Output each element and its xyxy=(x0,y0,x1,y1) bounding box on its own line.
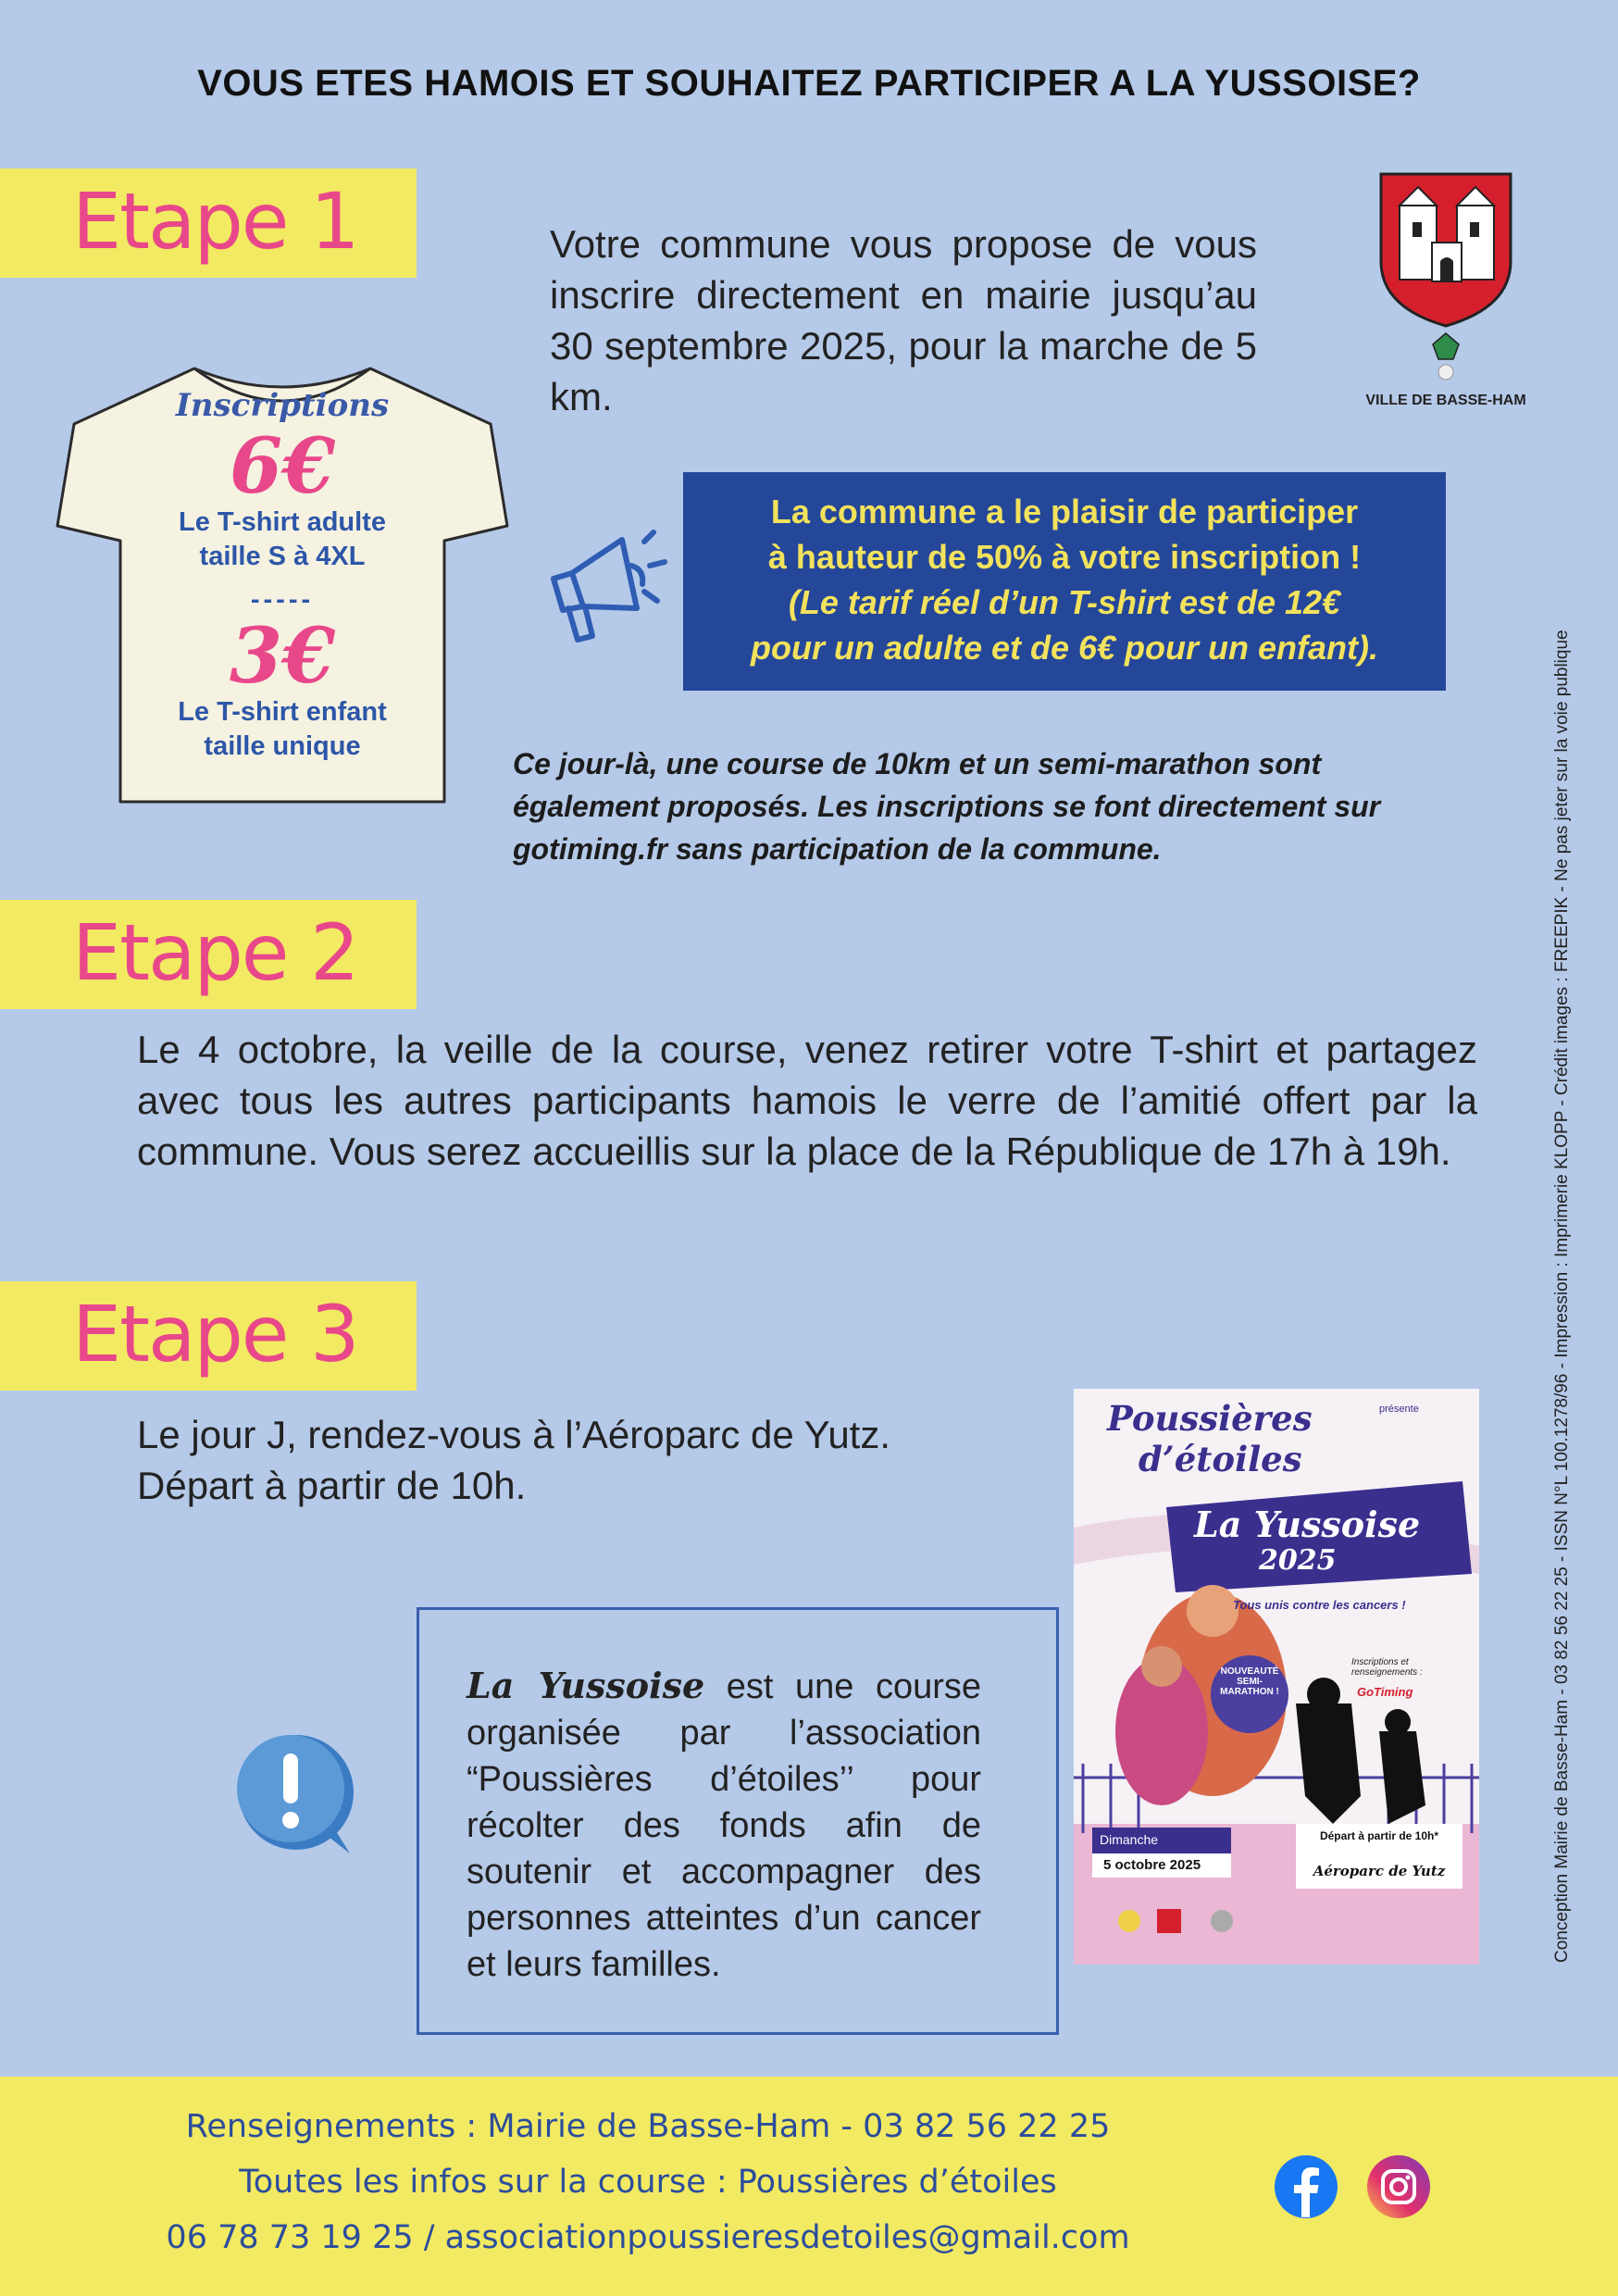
footer-race-info: Toutes les infos sur la course : Poussières d’étoiles xyxy=(239,2164,1057,2201)
info-text xyxy=(467,1663,981,1988)
poster-tagline: Tous unis contre les cancers ! xyxy=(1233,1598,1406,1612)
print-credit: Conception Mairie de Basse-Ham - 03 82 56 22 25 - ISSN N°L 100.1278/96 - Impression : Imprimerie KLOPP - Crédit images : FREEPIK - Ne pas jeter sur la voie publique xyxy=(1552,630,1572,1963)
info-description: est une course organisée par l’association “Poussières d’étoiles’’ pour récolter des fonds afin de soutenir et accompagner des personnes atteintes d’un cancer et leurs familles. xyxy=(467,1667,981,1984)
crest-caption: VILLE DE BASSE-HAM xyxy=(1365,393,1526,408)
step-1-label xyxy=(0,168,417,278)
exclamation-icon xyxy=(231,1731,361,1861)
poster-year: 2025 xyxy=(1259,1544,1337,1577)
step-2-description: Le 4 octobre, la veille de la course, venez retirer votre T-shirt et partagez avec tous les autres participants hamois le verre de l’amitié offert par la commune. Vous serez accueillis sur la place de la République de 17h à 19h. xyxy=(137,1028,1477,1173)
step-3-line-2: Départ à partir de 10h. xyxy=(137,1464,527,1507)
instagram-icon[interactable] xyxy=(1366,2154,1431,2219)
step-2-label xyxy=(0,900,417,1009)
crest-emblem xyxy=(1372,168,1520,381)
poster-title-2: d’étoiles xyxy=(1139,1439,1302,1479)
step-1-description: Votre commune vous propose de vous inscrire directement en mairie jusqu’au 30 septembre 2025, pour la marche de 5 km. xyxy=(550,222,1257,418)
race-name: La Yussoise xyxy=(467,1665,705,1706)
poster-start: Départ à partir de 10h* xyxy=(1319,1829,1439,1842)
step-1-text: Etape 1 xyxy=(72,176,358,267)
highlight-line-2: à hauteur de 50% à votre inscription ! xyxy=(767,538,1362,576)
poster-event: La Yussoise xyxy=(1194,1504,1421,1545)
town-crest xyxy=(1365,168,1526,408)
adult-desc-1: Le T-shirt adulte xyxy=(179,507,386,537)
step-2-text: Etape 2 xyxy=(72,907,358,998)
step-3-line-1: Le jour J, rendez-vous à l’Aéroparc de Yutz. xyxy=(137,1413,891,1456)
footer-association: 06 78 73 19 25 / associationpoussieresdetoiles@gmail.com xyxy=(166,2219,1130,2256)
step-3-text: Etape 3 xyxy=(72,1289,358,1379)
highlight-line-1: La commune a le plaisir de participer xyxy=(770,493,1359,530)
other-races-note: Ce jour-là, une course de 10km et un semi-marathon sont également proposés. Les inscriptions se font directement sur gotiming.fr sans participation de la commune. xyxy=(513,747,1381,866)
poster-title-1: Poussières xyxy=(1107,1398,1313,1439)
poster-day: Dimanche xyxy=(1100,1832,1159,1847)
highlight-line-3: (Le tarif réel d’un T-shirt est de 12€ xyxy=(788,583,1341,621)
megaphone-icon xyxy=(535,514,674,653)
highlight-line-4: pour un adulte et de 6€ pour un enfant). xyxy=(750,629,1378,667)
footer-contact: Renseignements : Mairie de Basse-Ham - 03 82 56 22 25 xyxy=(185,2108,1111,2145)
subsidy-highlight-box xyxy=(683,472,1446,691)
poster-date: 5 octobre 2025 xyxy=(1103,1857,1201,1873)
adult-desc-2: taille S à 4XL xyxy=(199,542,366,571)
poster-place: Aéroparc de Yutz xyxy=(1313,1863,1446,1879)
poster-presents: présente xyxy=(1379,1404,1419,1415)
page-title: VOUS ETES HAMOIS ET SOUHAITEZ PARTICIPER A LA YUSSOISE? xyxy=(197,63,1421,104)
tshirt-content xyxy=(143,387,421,764)
step-3-label xyxy=(0,1281,417,1391)
poster-registration: Inscriptions et renseignements : xyxy=(1351,1657,1423,1678)
child-desc-2: taille unique xyxy=(204,731,361,761)
poster-gotiming: GoTiming xyxy=(1357,1685,1413,1699)
adult-price: 6€ xyxy=(229,422,336,511)
child-price: 3€ xyxy=(229,612,336,701)
event-poster xyxy=(1074,1389,1479,1965)
facebook-icon[interactable] xyxy=(1274,2154,1338,2219)
price-separator: ----- xyxy=(250,585,315,615)
poster-badge: NOUVEAUTÉ SEMI-MARATHON ! xyxy=(1220,1666,1279,1697)
step-3-description xyxy=(137,1409,1026,1511)
footer xyxy=(0,2077,1618,2296)
child-desc-1: Le T-shirt enfant xyxy=(178,697,387,727)
tshirt-heading: Inscriptions xyxy=(175,387,390,424)
